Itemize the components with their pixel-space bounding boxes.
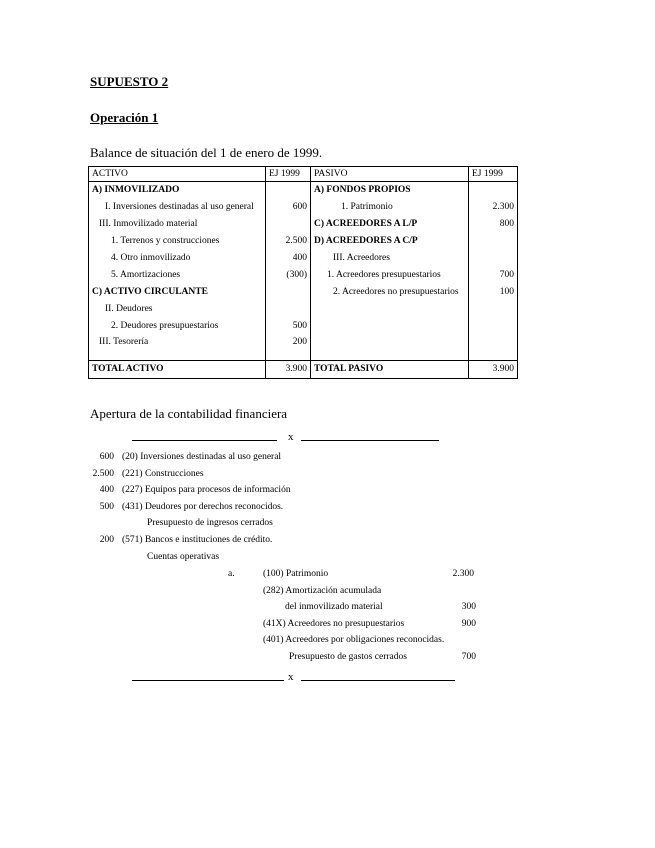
pasivo-value xyxy=(469,250,518,267)
activo-cell: III. Tesorería xyxy=(89,334,266,351)
table-row xyxy=(89,216,518,233)
header-activo: ACTIVO xyxy=(89,167,266,182)
credit-a-label: a. xyxy=(228,569,235,579)
pasivo-value xyxy=(469,233,518,250)
credit-amount: 2.300 xyxy=(452,569,474,579)
pasivo-cell xyxy=(311,300,469,317)
activo-value xyxy=(266,182,311,199)
pasivo-value xyxy=(469,182,518,199)
credit-amount: 700 xyxy=(461,652,476,662)
total-pasivo-label: TOTAL PASIVO xyxy=(311,360,469,378)
pasivo-value: 2.300 xyxy=(469,199,518,216)
pasivo-cell xyxy=(311,317,469,334)
activo-cell: 5. Amortizaciones xyxy=(89,266,266,283)
table-row xyxy=(89,300,518,317)
header-pasivo: PASIVO xyxy=(311,167,469,182)
activo-value: 600 xyxy=(266,199,311,216)
activo-cell: 1. Terrenos y construcciones xyxy=(89,233,266,250)
table-row xyxy=(89,250,518,267)
operation-heading: Operación 1 xyxy=(90,110,159,125)
separator-line xyxy=(301,440,439,441)
pasivo-value: 800 xyxy=(469,216,518,233)
debit-account: (227) Equipos para procesos de información xyxy=(122,485,291,495)
pasivo-value xyxy=(469,334,518,351)
pasivo-cell: C) ACREEDORES A L/P xyxy=(311,216,469,233)
section-heading: Apertura de la contabilidad financiera xyxy=(90,406,288,421)
activo-cell: C) ACTIVO CIRCULANTE xyxy=(89,283,266,300)
pasivo-cell: A) FONDOS PROPIOS xyxy=(311,182,469,199)
debit-amount: 600 xyxy=(99,452,114,462)
credit-account: (100) Patrimonio xyxy=(263,569,329,579)
header-ej-pasivo: EJ 1999 xyxy=(469,167,518,182)
pasivo-value: 100 xyxy=(469,283,518,300)
separator-line xyxy=(301,680,455,681)
credit-account: (41X) Acreedores no presupuestarios xyxy=(263,619,405,629)
activo-value: 400 xyxy=(266,250,311,267)
total-activo-value: 3.900 xyxy=(266,360,311,378)
table-row xyxy=(89,233,518,250)
credit-account-detail: Presupuesto de gastos cerrados xyxy=(289,652,407,662)
activo-cell: 2. Deudores presupuestarios xyxy=(89,317,266,334)
activo-value xyxy=(266,216,311,233)
balance-table xyxy=(88,166,518,379)
table-row xyxy=(89,334,518,351)
total-activo-label: TOTAL ACTIVO xyxy=(89,360,266,378)
activo-cell: III. Inmovilizado material xyxy=(89,216,266,233)
credit-account: (401) Acreedores por obligaciones reconocidas. xyxy=(263,635,445,645)
debit-account-detail: Presupuesto de ingresos cerrados xyxy=(147,518,273,528)
table-row xyxy=(89,266,518,283)
intro-text: Balance de situación del 1 de enero de 1999. xyxy=(90,145,323,160)
separator-x: x xyxy=(288,671,294,683)
activo-value: (300) xyxy=(266,266,311,283)
debit-account: (571) Bancos e instituciones de crédito. xyxy=(122,535,273,545)
separator-line xyxy=(132,680,284,681)
debit-amount: 500 xyxy=(99,502,114,512)
pasivo-cell: 2. Acreedores no presupuestarios xyxy=(311,283,469,300)
activo-value xyxy=(266,300,311,317)
table-row xyxy=(89,199,518,216)
header-ej-activo: EJ 1999 xyxy=(266,167,311,182)
table-row xyxy=(89,182,518,199)
activo-cell: 4. Otro inmovilizado xyxy=(89,250,266,267)
credit-amount: 900 xyxy=(461,619,476,629)
debit-amount: 400 xyxy=(99,485,114,495)
credit-account-detail: del inmovilizado material xyxy=(285,602,383,612)
table-row xyxy=(89,317,518,334)
page-heading: SUPUESTO 2 xyxy=(90,74,169,89)
pasivo-value: 700 xyxy=(469,266,518,283)
activo-cell: II. Deudores xyxy=(89,300,266,317)
totals-row xyxy=(89,360,518,378)
activo-value: 200 xyxy=(266,334,311,351)
total-pasivo-value: 3.900 xyxy=(469,360,518,378)
pasivo-value xyxy=(469,317,518,334)
pasivo-cell: 1. Acreedores presupuestarios xyxy=(311,266,469,283)
credit-amount: 300 xyxy=(461,602,476,612)
pasivo-cell: D) ACREEDORES A C/P xyxy=(311,233,469,250)
credit-account: (282) Amortización acumulada xyxy=(263,586,382,596)
activo-cell: I. Inversiones destinadas al uso general xyxy=(89,199,266,216)
debit-account-detail: Cuentas operativas xyxy=(147,552,220,562)
debit-account: (431) Deudores por derechos reconocidos. xyxy=(122,502,284,512)
debit-amount: 200 xyxy=(99,535,114,545)
activo-value: 500 xyxy=(266,317,311,334)
table-row xyxy=(89,283,518,300)
debit-amount: 2.500 xyxy=(92,469,114,479)
activo-value xyxy=(266,283,311,300)
pasivo-cell: 1. Patrimonio xyxy=(311,199,469,216)
debit-account: (20) Inversiones destinadas al uso general xyxy=(122,452,282,462)
debit-account: (221) Construcciones xyxy=(122,469,204,479)
table-spacer-row xyxy=(89,351,518,361)
pasivo-value xyxy=(469,300,518,317)
separator-line xyxy=(132,440,277,441)
activo-cell: A) INMOVILIZADO xyxy=(89,182,266,199)
pasivo-cell: III. Acreedores xyxy=(311,250,469,267)
pasivo-cell xyxy=(311,334,469,351)
activo-value: 2.500 xyxy=(266,233,311,250)
balance-header-row xyxy=(89,167,518,182)
separator-x: x xyxy=(288,431,294,443)
